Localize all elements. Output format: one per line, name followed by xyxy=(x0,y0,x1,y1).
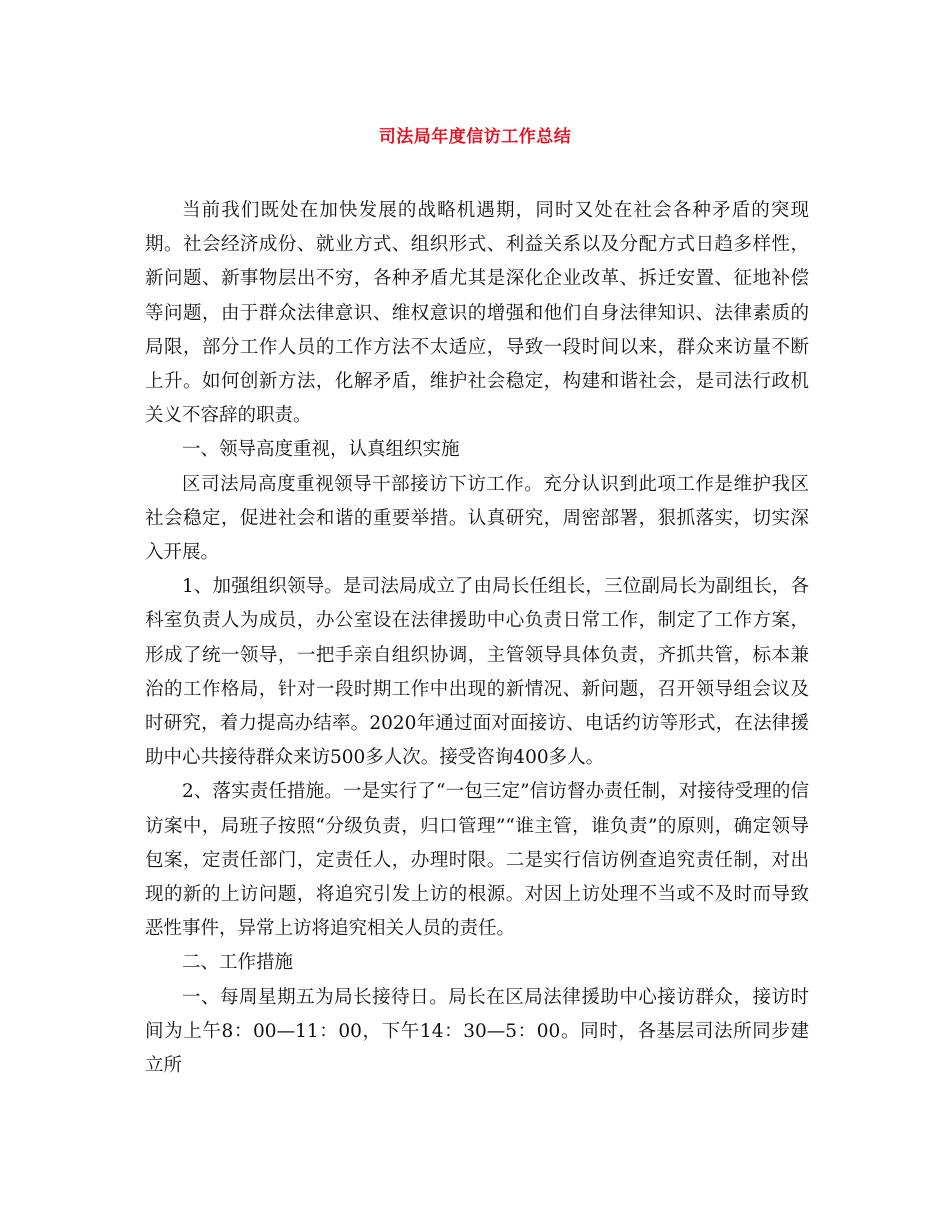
paragraph-measure-1: 一、每周星期五为局长接待日。局长在区局法律援助中心接访群众，接访时间为上午8：00—11：00，下午14：30—5：00。同时，各基层司法所同步建立所 xyxy=(145,986,809,1077)
paragraph-item-1: 1、加强组织领导。是司法局成立了由局长任组长，三位副局长为副组长，各科室负责人为成员，办公室设在法律援助中心负责日常工作，制定了工作方案，形成了统一领导，一把手亲自组织协调，主管领导具体负责，齐抓共管，标本兼治的工作格局，针对一段时期工作中出现的新情况、新问题，召开领导组会议及时研究，着力提高办结率。2020年通过面对面接访、电话约访等形式，在法律援助中心共接待群众来访500多人次。接受咨询400多人。 xyxy=(145,576,809,769)
document-title: 司法局年度信访工作总结 xyxy=(378,127,572,147)
paragraph-item-2: 2、落实责任措施。一是实行了“一包三定”信访督办责任制，对接待受理的信访案中，局班子按照“分级负责，归口管理”“谁主管，谁负责”的原则，确定领导包案，定责任部门，定责任人，办理时限。二是实行信访例查追究责任制，对出现的新的上访问题，将追究引发上访的根源。对因上访处理不当或不及时而导致恶性事件，异常上访将追究相关人员的责任。 xyxy=(145,781,809,940)
paragraph-section-1: 区司法局高度重视领导干部接访下访工作。充分认识到此项工作是维护我区社会稳定，促进社会和谐的重要举措。认真研究，周密部署，狠抓落实，切实深入开展。 xyxy=(145,473,809,564)
section-heading-2: 二、工作措施 xyxy=(182,952,294,974)
document-body xyxy=(145,194,809,1083)
paragraph-intro: 当前我们既处在加快发展的战略机遇期，同时又处在社会各种矛盾的突现期。社会经济成份、就业方式、组织形式、利益关系以及分配方式日趋多样性，新问题、新事物层出不穷，各种矛盾尤其是深化企业改革、拆迁安置、征地补偿等问题，由于群众法律意识、维权意识的增强和他们自身法律知识、法律素质的局限，部分工作人员的工作方法不太适应，导致一段时间以来，群众来访量不断上升。如何创新方法，化解矛盾，维护社会稳定，构建和谐社会，是司法行政机关义不容辞的职责。 xyxy=(145,200,809,427)
section-heading-1: 一、领导高度重视，认真组织实施 xyxy=(182,439,460,461)
